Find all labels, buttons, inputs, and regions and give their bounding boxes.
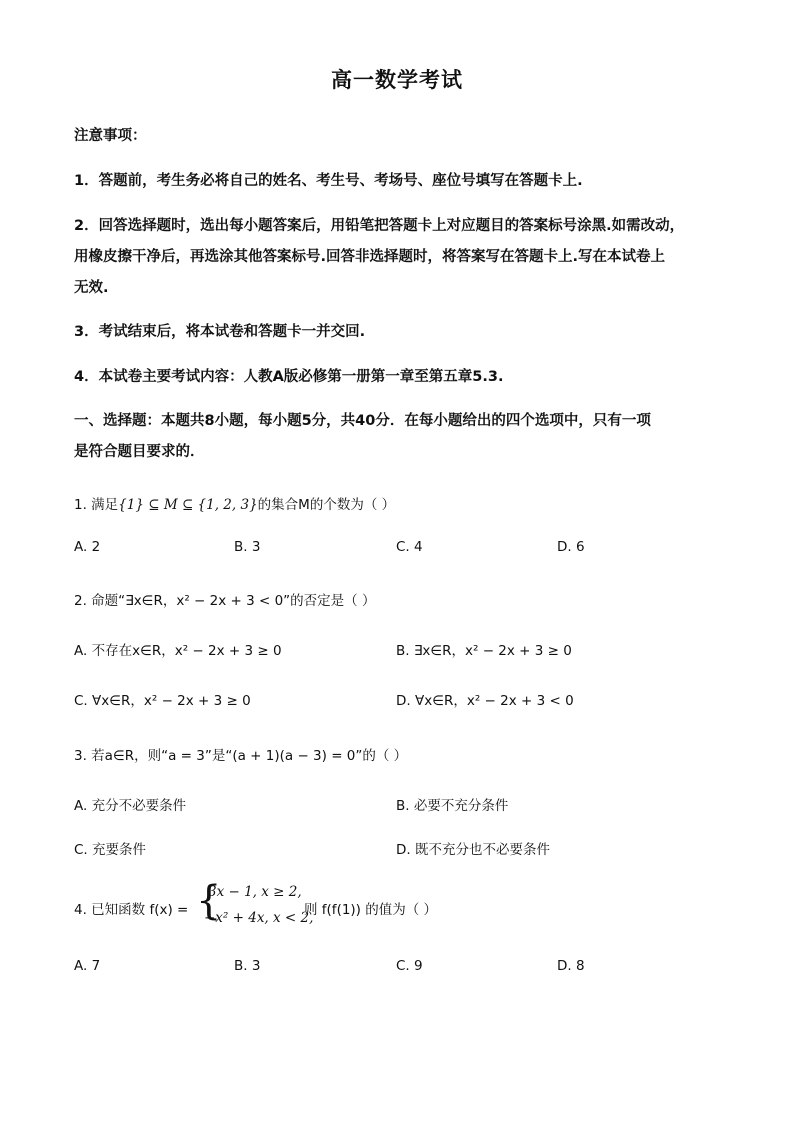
exam-title: 高一数学考试 bbox=[331, 68, 463, 92]
q2-option-d: D. ∀x∈R，x² − 2x + 3 < 0 bbox=[396, 693, 574, 709]
piecewise-brace: { bbox=[196, 878, 222, 924]
question-4-suffix: 则 f(f(1)) 的值为（ ） bbox=[304, 902, 438, 918]
question-4-prefix: 4. 已知函数 f(x) = bbox=[74, 902, 189, 918]
notice-item-2-end: 无效. bbox=[74, 280, 109, 296]
q4-option-c: C. 9 bbox=[396, 958, 423, 974]
q1-option-a: A. 2 bbox=[74, 539, 101, 555]
q4-case-1: 3x − 1, x ≥ 2, bbox=[208, 884, 302, 900]
notice-item-4: 4．本试卷主要考试内容：人教A版必修第一册第一章至第五章5.3. bbox=[74, 369, 504, 385]
notice-item-1: 1．答题前，考生务必将自己的姓名、考生号、考场号、座位号填写在答题卡上. bbox=[74, 173, 583, 189]
notice-item-2-cont: 用橡皮擦干净后，再选涂其他答案标号.回答非选择题时，将答案写在答题卡上.写在本试卷上 bbox=[74, 249, 666, 265]
q4-option-b: B. 3 bbox=[234, 958, 261, 974]
section-heading: 一、选择题：本题共8小题，每小题5分，共40分．在每小题给出的四个选项中，只有一项 bbox=[74, 413, 651, 429]
q2-option-c: C. ∀x∈R，x² − 2x + 3 ≥ 0 bbox=[74, 693, 251, 709]
question-3: 3. 若a∈R，则“a = 3”是“(a + 1)(a − 3) = 0”的（ ） bbox=[74, 748, 408, 764]
q3-option-b: B. 必要不充分条件 bbox=[396, 798, 509, 814]
question-1-suffix: 的集合M的个数为（ ） bbox=[257, 497, 396, 513]
notice-item-3: 3．考试结束后，将本试卷和答题卡一并交回. bbox=[74, 324, 366, 340]
q4-case-2: −x² + 4x, x < 2, bbox=[204, 910, 314, 926]
question-1-math: {1} ⊆ M ⊆ {1, 2, 3} bbox=[118, 497, 258, 513]
q1-option-c: C. 4 bbox=[396, 539, 423, 555]
notice-item-2: 2．回答选择题时，选出每小题答案后，用铅笔把答题卡上对应题目的答案标号涂黑.如需改动， bbox=[74, 218, 685, 234]
question-1 bbox=[74, 493, 395, 513]
q2-option-b: B. ∃x∈R，x² − 2x + 3 ≥ 0 bbox=[396, 643, 572, 659]
question-2: 2. 命题“∃x∈R，x² − 2x + 3 < 0”的否定是（ ） bbox=[74, 593, 376, 609]
q3-option-c: C. 充要条件 bbox=[74, 842, 147, 858]
section-heading-cont: 是符合题目要求的． bbox=[74, 444, 205, 460]
q4-option-a: A. 7 bbox=[74, 958, 101, 974]
q3-option-d: D. 既不充分也不必要条件 bbox=[396, 842, 550, 858]
q2-option-a: A. 不存在x∈R，x² − 2x + 3 ≥ 0 bbox=[74, 643, 282, 659]
q3-option-a: A. 充分不必要条件 bbox=[74, 798, 187, 814]
q4-option-d: D. 8 bbox=[557, 958, 585, 974]
q1-option-b: B. 3 bbox=[234, 539, 261, 555]
q1-option-d: D. 6 bbox=[557, 539, 585, 555]
notice-heading: 注意事项： bbox=[74, 128, 147, 144]
question-1-prefix: 1. 满足 bbox=[74, 497, 119, 513]
